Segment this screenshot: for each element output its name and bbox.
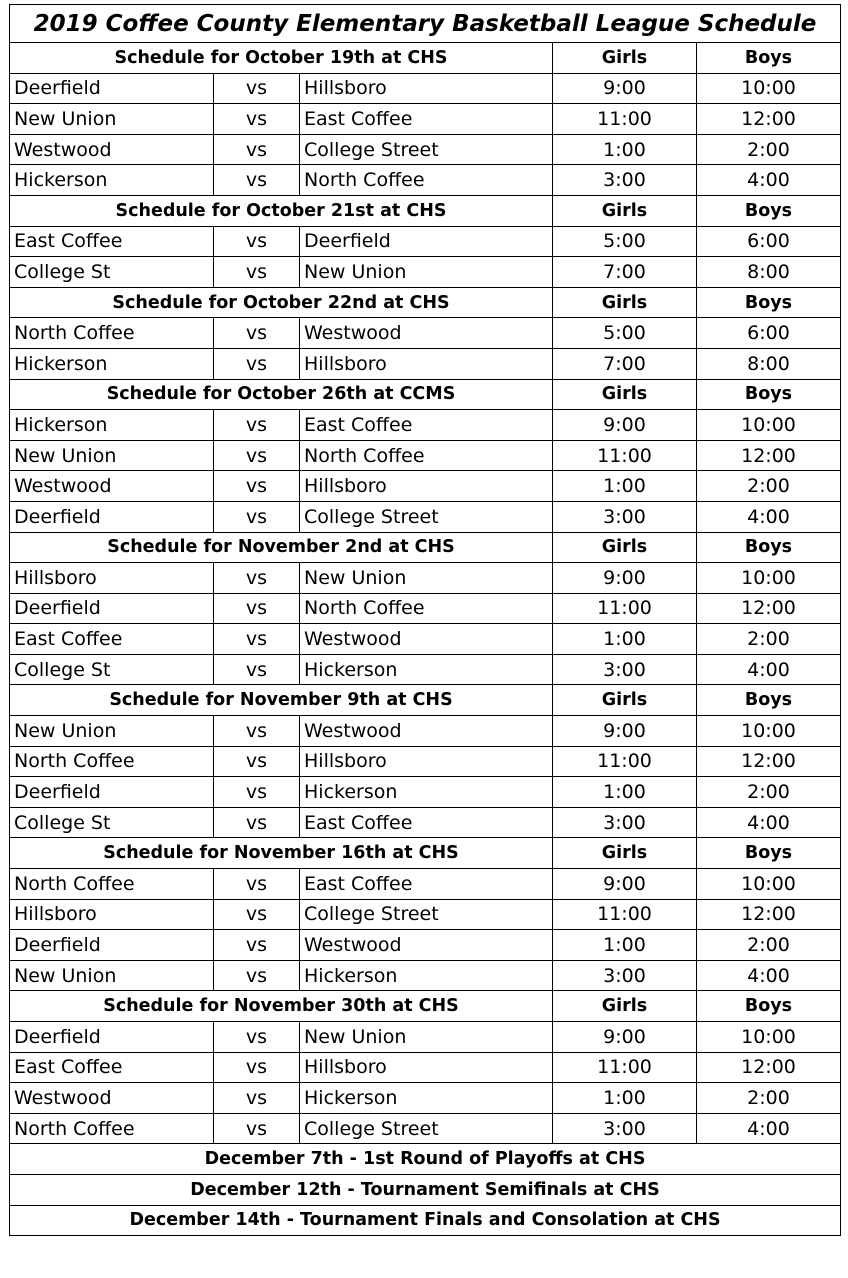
home-team: Deerfield	[10, 73, 214, 104]
vs-label: vs	[214, 746, 300, 777]
game-row	[10, 563, 841, 594]
game-row	[10, 1113, 841, 1144]
away-team: North Coffee	[300, 165, 553, 196]
vs-label: vs	[214, 869, 300, 900]
game-row	[10, 1083, 841, 1114]
home-team: Deerfield	[10, 1022, 214, 1053]
away-team: Hillsboro	[300, 746, 553, 777]
home-team: Deerfield	[10, 930, 214, 961]
girls-column-header: Girls	[553, 287, 697, 318]
girls-game-time: 7:00	[553, 348, 697, 379]
home-team: Hillsboro	[10, 899, 214, 930]
vs-label: vs	[214, 471, 300, 502]
boys-game-time: 8:00	[697, 257, 841, 288]
girls-game-time: 11:00	[553, 593, 697, 624]
home-team: New Union	[10, 104, 214, 135]
game-row	[10, 257, 841, 288]
game-row	[10, 869, 841, 900]
boys-game-time: 4:00	[697, 807, 841, 838]
section-header-row	[10, 43, 841, 74]
footer-note: December 12th - Tournament Semifinals at CHS	[10, 1174, 841, 1205]
girls-game-time: 11:00	[553, 440, 697, 471]
game-row	[10, 930, 841, 961]
boys-game-time: 12:00	[697, 899, 841, 930]
away-team: College Street	[300, 899, 553, 930]
home-team: Hickerson	[10, 165, 214, 196]
vs-label: vs	[214, 1022, 300, 1053]
girls-game-time: 11:00	[553, 899, 697, 930]
boys-column-header: Boys	[697, 287, 841, 318]
away-team: Hillsboro	[300, 348, 553, 379]
game-row	[10, 348, 841, 379]
game-row	[10, 471, 841, 502]
home-team: Westwood	[10, 134, 214, 165]
footer-note-row	[10, 1144, 841, 1175]
home-team: North Coffee	[10, 1113, 214, 1144]
boys-game-time: 10:00	[697, 716, 841, 747]
section-header: Schedule for October 22nd at CHS	[10, 287, 553, 318]
vs-label: vs	[214, 440, 300, 471]
vs-label: vs	[214, 501, 300, 532]
girls-column-header: Girls	[553, 43, 697, 74]
girls-game-time: 9:00	[553, 869, 697, 900]
section-header-row	[10, 991, 841, 1022]
game-row	[10, 624, 841, 655]
section-header-row	[10, 685, 841, 716]
home-team: Hillsboro	[10, 563, 214, 594]
game-row	[10, 73, 841, 104]
vs-label: vs	[214, 318, 300, 349]
section-header-row	[10, 532, 841, 563]
game-row	[10, 318, 841, 349]
section-header: Schedule for November 9th at CHS	[10, 685, 553, 716]
section-header: Schedule for November 30th at CHS	[10, 991, 553, 1022]
game-row	[10, 440, 841, 471]
boys-game-time: 12:00	[697, 746, 841, 777]
game-row	[10, 960, 841, 991]
section-header: Schedule for October 21st at CHS	[10, 195, 553, 226]
game-row	[10, 104, 841, 135]
boys-column-header: Boys	[697, 838, 841, 869]
girls-game-time: 1:00	[553, 471, 697, 502]
section-header-row	[10, 379, 841, 410]
vs-label: vs	[214, 134, 300, 165]
boys-game-time: 6:00	[697, 226, 841, 257]
girls-column-header: Girls	[553, 532, 697, 563]
boys-game-time: 2:00	[697, 624, 841, 655]
vs-label: vs	[214, 960, 300, 991]
away-team: East Coffee	[300, 410, 553, 441]
girls-game-time: 11:00	[553, 746, 697, 777]
boys-game-time: 2:00	[697, 777, 841, 808]
vs-label: vs	[214, 348, 300, 379]
vs-label: vs	[214, 73, 300, 104]
away-team: North Coffee	[300, 593, 553, 624]
away-team: Hillsboro	[300, 471, 553, 502]
vs-label: vs	[214, 563, 300, 594]
away-team: Hillsboro	[300, 73, 553, 104]
away-team: New Union	[300, 563, 553, 594]
boys-game-time: 10:00	[697, 1022, 841, 1053]
away-team: Hickerson	[300, 1083, 553, 1114]
vs-label: vs	[214, 165, 300, 196]
vs-label: vs	[214, 104, 300, 135]
home-team: Westwood	[10, 471, 214, 502]
section-header: Schedule for October 19th at CHS	[10, 43, 553, 74]
girls-column-header: Girls	[553, 838, 697, 869]
schedule-table	[9, 4, 841, 1236]
girls-game-time: 3:00	[553, 654, 697, 685]
girls-game-time: 5:00	[553, 318, 697, 349]
boys-column-header: Boys	[697, 379, 841, 410]
girls-column-header: Girls	[553, 991, 697, 1022]
girls-column-header: Girls	[553, 379, 697, 410]
vs-label: vs	[214, 930, 300, 961]
section-header: Schedule for November 2nd at CHS	[10, 532, 553, 563]
home-team: North Coffee	[10, 318, 214, 349]
section-header: Schedule for November 16th at CHS	[10, 838, 553, 869]
away-team: East Coffee	[300, 104, 553, 135]
home-team: East Coffee	[10, 1052, 214, 1083]
home-team: East Coffee	[10, 624, 214, 655]
boys-column-header: Boys	[697, 685, 841, 716]
vs-label: vs	[214, 807, 300, 838]
girls-game-time: 3:00	[553, 165, 697, 196]
home-team: College St	[10, 807, 214, 838]
girls-game-time: 1:00	[553, 134, 697, 165]
girls-game-time: 1:00	[553, 777, 697, 808]
game-row	[10, 410, 841, 441]
vs-label: vs	[214, 1083, 300, 1114]
boys-game-time: 2:00	[697, 471, 841, 502]
game-row	[10, 593, 841, 624]
game-row	[10, 501, 841, 532]
boys-game-time: 12:00	[697, 1052, 841, 1083]
home-team: College St	[10, 257, 214, 288]
game-row	[10, 226, 841, 257]
game-row	[10, 654, 841, 685]
girls-game-time: 1:00	[553, 624, 697, 655]
game-row	[10, 134, 841, 165]
home-team: Deerfield	[10, 593, 214, 624]
vs-label: vs	[214, 777, 300, 808]
girls-game-time: 9:00	[553, 563, 697, 594]
away-team: New Union	[300, 1022, 553, 1053]
away-team: Deerfield	[300, 226, 553, 257]
girls-game-time: 3:00	[553, 807, 697, 838]
boys-game-time: 4:00	[697, 501, 841, 532]
title-row	[10, 5, 841, 43]
girls-game-time: 3:00	[553, 960, 697, 991]
away-team: Hickerson	[300, 960, 553, 991]
girls-game-time: 5:00	[553, 226, 697, 257]
vs-label: vs	[214, 593, 300, 624]
away-team: Hillsboro	[300, 1052, 553, 1083]
section-header-row	[10, 287, 841, 318]
boys-game-time: 12:00	[697, 104, 841, 135]
boys-game-time: 10:00	[697, 410, 841, 441]
away-team: East Coffee	[300, 869, 553, 900]
girls-game-time: 3:00	[553, 501, 697, 532]
vs-label: vs	[214, 1052, 300, 1083]
game-row	[10, 777, 841, 808]
section-header-row	[10, 195, 841, 226]
boys-game-time: 8:00	[697, 348, 841, 379]
boys-game-time: 2:00	[697, 930, 841, 961]
boys-game-time: 10:00	[697, 73, 841, 104]
girls-game-time: 9:00	[553, 410, 697, 441]
girls-game-time: 1:00	[553, 930, 697, 961]
game-row	[10, 716, 841, 747]
footer-note-row	[10, 1205, 841, 1236]
away-team: North Coffee	[300, 440, 553, 471]
game-row	[10, 165, 841, 196]
boys-game-time: 12:00	[697, 440, 841, 471]
game-row	[10, 1052, 841, 1083]
girls-game-time: 9:00	[553, 716, 697, 747]
girls-game-time: 9:00	[553, 1022, 697, 1053]
girls-game-time: 11:00	[553, 104, 697, 135]
girls-game-time: 3:00	[553, 1113, 697, 1144]
away-team: Hickerson	[300, 777, 553, 808]
home-team: College St	[10, 654, 214, 685]
game-row	[10, 899, 841, 930]
section-header-row	[10, 838, 841, 869]
boys-game-time: 2:00	[697, 134, 841, 165]
home-team: New Union	[10, 716, 214, 747]
boys-game-time: 4:00	[697, 960, 841, 991]
away-team: College Street	[300, 501, 553, 532]
girls-game-time: 1:00	[553, 1083, 697, 1114]
home-team: North Coffee	[10, 746, 214, 777]
game-row	[10, 807, 841, 838]
boys-game-time: 4:00	[697, 165, 841, 196]
boys-game-time: 4:00	[697, 654, 841, 685]
away-team: Westwood	[300, 930, 553, 961]
section-header: Schedule for October 26th at CCMS	[10, 379, 553, 410]
vs-label: vs	[214, 716, 300, 747]
boys-game-time: 6:00	[697, 318, 841, 349]
home-team: Hickerson	[10, 348, 214, 379]
away-team: College Street	[300, 134, 553, 165]
home-team: North Coffee	[10, 869, 214, 900]
away-team: Westwood	[300, 716, 553, 747]
vs-label: vs	[214, 1113, 300, 1144]
boys-column-header: Boys	[697, 43, 841, 74]
footer-note: December 7th - 1st Round of Playoffs at CHS	[10, 1144, 841, 1175]
boys-game-time: 2:00	[697, 1083, 841, 1114]
home-team: Hickerson	[10, 410, 214, 441]
boys-column-header: Boys	[697, 195, 841, 226]
vs-label: vs	[214, 257, 300, 288]
away-team: East Coffee	[300, 807, 553, 838]
away-team: Hickerson	[300, 654, 553, 685]
vs-label: vs	[214, 654, 300, 685]
home-team: New Union	[10, 440, 214, 471]
away-team: Westwood	[300, 624, 553, 655]
game-row	[10, 1022, 841, 1053]
boys-game-time: 10:00	[697, 563, 841, 594]
boys-game-time: 12:00	[697, 593, 841, 624]
home-team: New Union	[10, 960, 214, 991]
home-team: Westwood	[10, 1083, 214, 1114]
boys-column-header: Boys	[697, 991, 841, 1022]
home-team: Deerfield	[10, 501, 214, 532]
girls-game-time: 7:00	[553, 257, 697, 288]
footer-note-row	[10, 1174, 841, 1205]
girls-game-time: 11:00	[553, 1052, 697, 1083]
away-team: New Union	[300, 257, 553, 288]
home-team: East Coffee	[10, 226, 214, 257]
girls-column-header: Girls	[553, 195, 697, 226]
footer-note: December 14th - Tournament Finals and Consolation at CHS	[10, 1205, 841, 1236]
girls-column-header: Girls	[553, 685, 697, 716]
away-team: College Street	[300, 1113, 553, 1144]
girls-game-time: 9:00	[553, 73, 697, 104]
game-row	[10, 746, 841, 777]
boys-game-time: 4:00	[697, 1113, 841, 1144]
vs-label: vs	[214, 899, 300, 930]
vs-label: vs	[214, 624, 300, 655]
boys-game-time: 10:00	[697, 869, 841, 900]
away-team: Westwood	[300, 318, 553, 349]
schedule-body	[10, 5, 841, 1236]
boys-column-header: Boys	[697, 532, 841, 563]
vs-label: vs	[214, 226, 300, 257]
page-title: 2019 Coffee County Elementary Basketball League Schedule	[10, 5, 841, 43]
home-team: Deerfield	[10, 777, 214, 808]
vs-label: vs	[214, 410, 300, 441]
